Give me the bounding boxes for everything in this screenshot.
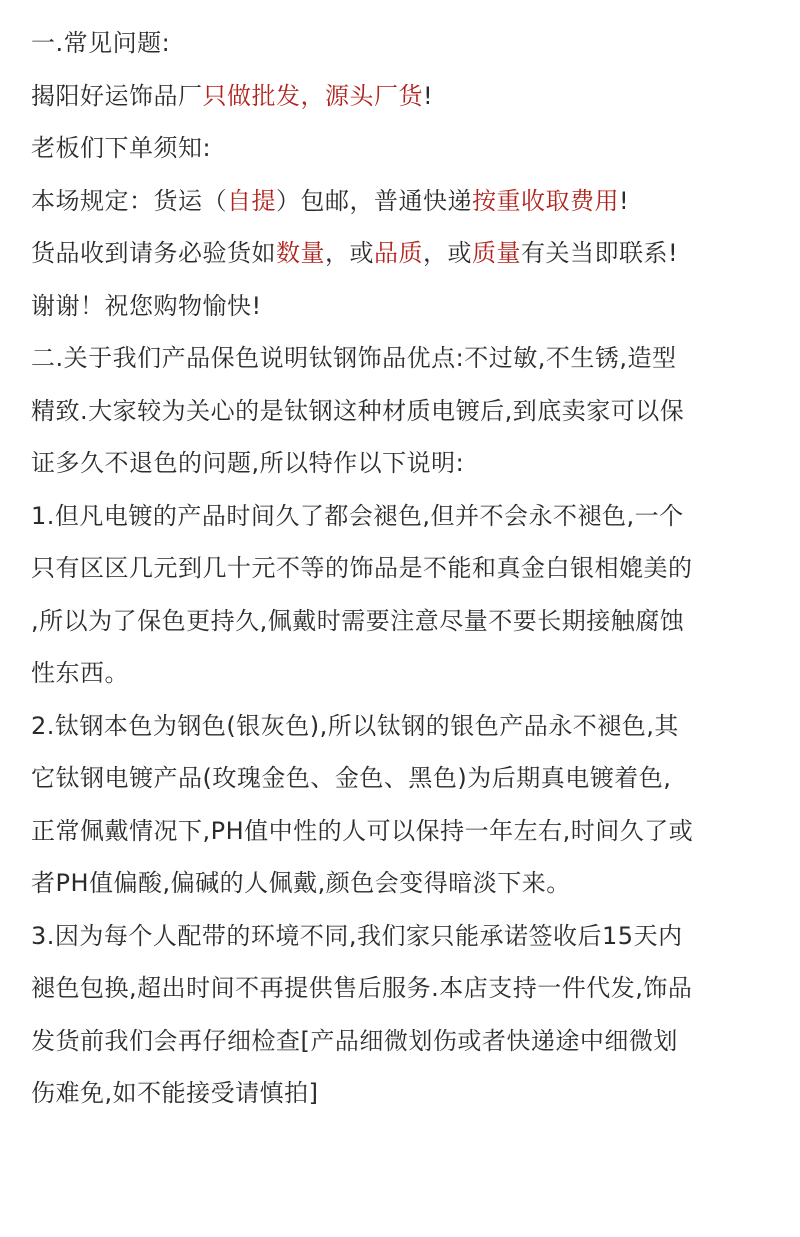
text-line: [31, 385, 791, 438]
text-line: [31, 752, 791, 805]
text-line: [31, 910, 791, 963]
text-segment: !: [423, 81, 434, 110]
text-line: [31, 700, 791, 753]
text-line: [31, 332, 791, 385]
text-segment: 老板们下单须知:: [31, 134, 212, 162]
text-segment: !: [619, 186, 630, 215]
highlighted-text: 质量: [472, 239, 521, 267]
highlighted-text: 品质: [374, 239, 423, 267]
text-segment: 本场规定：货运（: [31, 186, 227, 215]
text-segment: 精致.大家较为关心的是钛钢这种材质电镀后,到底卖家可以保: [31, 396, 685, 425]
text-segment: ，或: [423, 239, 472, 267]
text-line: [31, 647, 791, 700]
text-line: [31, 962, 791, 1015]
text-segment: 2.钛钢本色为钢色(银灰色),所以钛钢的银色产品永不褪色,其: [31, 711, 679, 740]
text-segment: 褪色包换,超出时间不再提供售后服务.本店支持一件代发,饰品: [31, 974, 693, 1002]
text-segment: 伤难免,如不能接受请慎拍]: [31, 1079, 319, 1107]
text-line: [31, 280, 791, 333]
text-segment: 证多久不退色的问题,所以特作以下说明:: [31, 449, 465, 477]
text-line: [31, 595, 791, 648]
text-line: [31, 437, 791, 490]
text-line: [31, 542, 791, 595]
text-line: [31, 857, 791, 910]
highlighted-text: 自提: [227, 186, 276, 215]
text-segment: 只有区区几元到几十元不等的饰品是不能和真金白银相媲美的: [31, 554, 693, 582]
text-line: [31, 227, 791, 280]
text-line: [31, 1015, 791, 1068]
text-segment: ，或: [325, 239, 374, 267]
highlighted-text: 只做批发，源头厂货: [202, 81, 423, 110]
text-segment: 货品收到请务必验货如: [31, 239, 276, 267]
text-segment: 一.常见问题:: [31, 29, 171, 57]
text-segment: 它钛钢电镀产品(玫瑰金色、金色、黑色)为后期真电镀着色,: [31, 764, 672, 792]
text-segment: ）包邮，普通快递: [276, 186, 472, 215]
text-line: [31, 490, 791, 543]
text-segment: 正常佩戴情况下,PH值中性的人可以保持一年左右,时间久了或: [31, 816, 694, 845]
text-line: [31, 1067, 791, 1120]
text-segment: 者PH值偏酸,偏碱的人佩戴,颜色会变得暗淡下来。: [31, 869, 571, 897]
text-segment: 二.关于我们产品保色说明钛钢饰品优点:不过敏,不生锈,造型: [31, 344, 677, 372]
text-segment: 性东西。: [31, 659, 129, 687]
text-line: [31, 70, 791, 123]
text-line: [31, 122, 791, 175]
faq-document: [31, 17, 791, 1120]
text-segment: 谢谢！祝您购物愉快!: [31, 291, 262, 320]
text-segment: ,所以为了保色更持久,佩戴时需要注意尽量不要长期接触腐蚀: [31, 606, 685, 635]
text-segment: 有关当即联系!: [521, 239, 679, 267]
text-segment: 1.但凡电镀的产品时间久了都会褪色,但并不会永不褪色,一个: [31, 501, 684, 530]
text-line: [31, 17, 791, 70]
text-segment: 3.因为每个人配带的环境不同,我们家只能承诺签收后15天内: [31, 921, 683, 950]
text-segment: 发货前我们会再仔细检查[产品细微划伤或者快递途中细微划: [31, 1026, 678, 1055]
highlighted-text: 按重收取费用: [472, 186, 619, 215]
highlighted-text: 数量: [276, 239, 325, 267]
text-line: [31, 175, 791, 228]
text-line: [31, 805, 791, 858]
text-segment: 揭阳好运饰品厂: [31, 81, 203, 110]
